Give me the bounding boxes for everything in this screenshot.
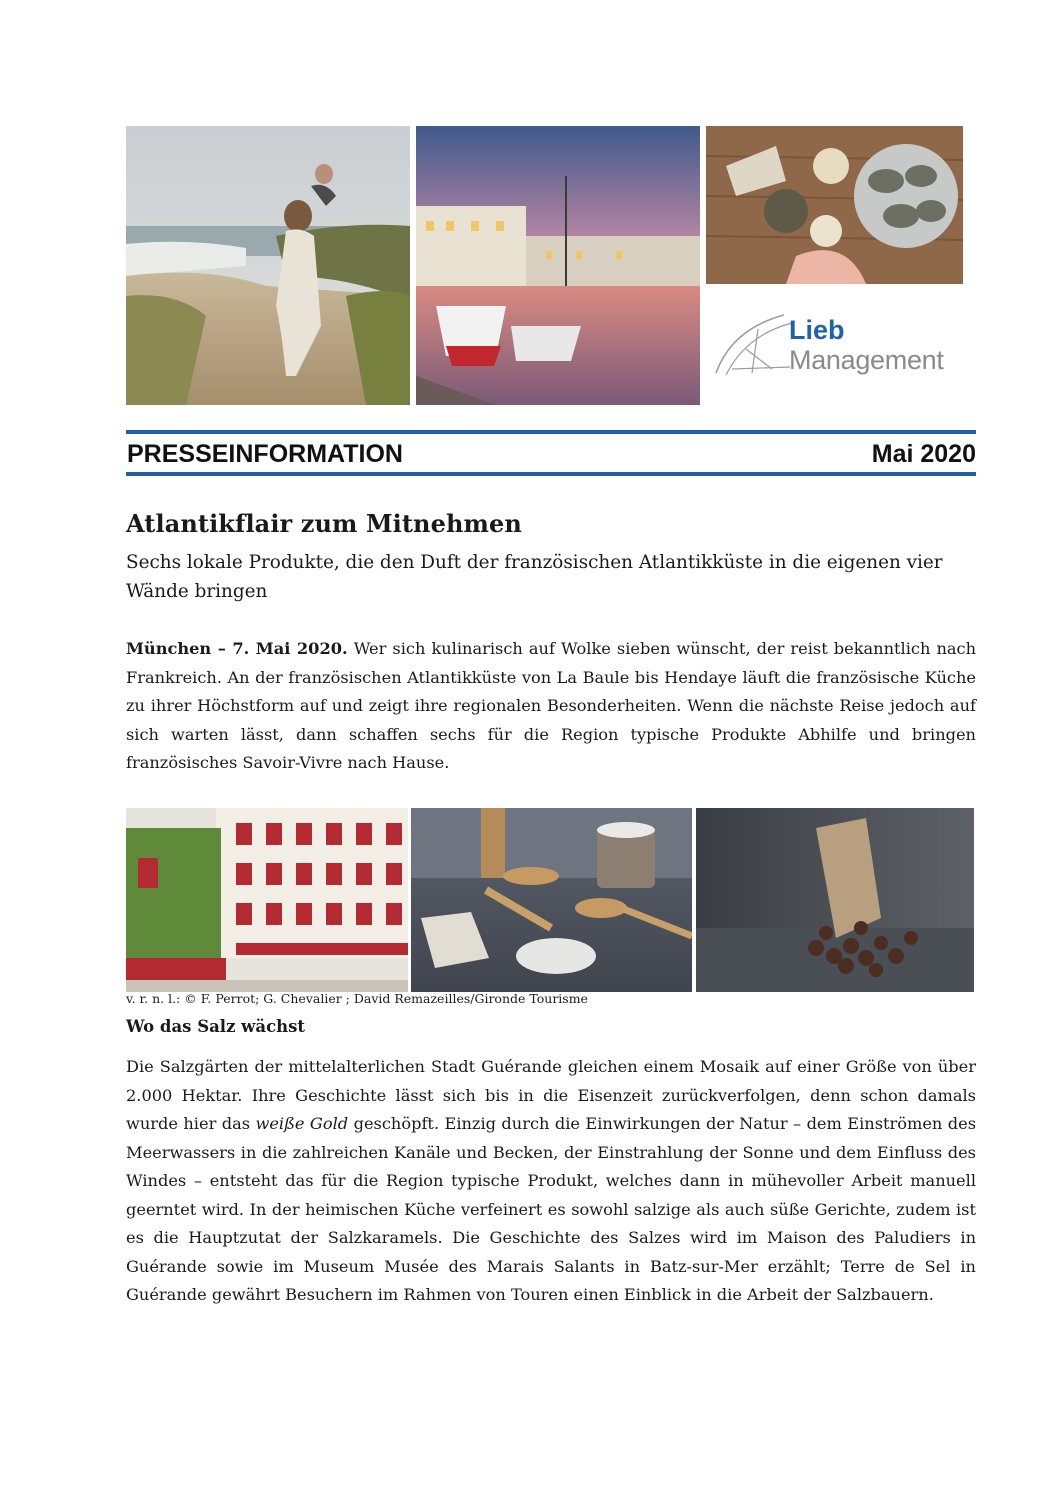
intro-paragraph — [126, 635, 976, 778]
oysters-photo — [706, 126, 963, 284]
intro-text: Wer sich kulinarisch auf Wolke sieben wünscht, der reist bekanntlich nach Frankreich. An der französischen Atlantikküste von La Baule bis Hendaye läuft die französische Küche zu ihrer Höchstform auf und zeigt ihre regionalen Besonderheiten. Wenn die nächste Reise jedoch auf sich warten lässt, dann schaffen sechs für die Region typische Produkte Abhilfe und bringen französisches Savoir-Vivre nach Hause. — [126, 639, 977, 772]
header-bottom-rule — [126, 472, 976, 476]
salt-photo — [411, 808, 692, 992]
salt-text-italic: weiße Gold — [255, 1114, 349, 1133]
photo-credit: v. r. n. l.: © F. Perrot; G. Chevalier ; David Remazeilles/Gironde Tourisme — [126, 991, 588, 1006]
press-date: Mai 2020 — [871, 440, 976, 468]
section-salt-paragraph — [126, 1053, 976, 1310]
dateline: München – 7. Mai 2020. — [126, 639, 348, 658]
article-subheadline: Sechs lokale Produkte, die den Duft der französischen Atlantikküste in die eigenen vier Wände bringen — [126, 552, 943, 602]
chocolate-photo — [696, 808, 974, 992]
salt-text-part2: geschöpft. Einzig durch die Einwirkungen der Natur – dem Einströmen des Meerwassers in die zahlreichen Kanäle und Becken, der Einstrahlung der Sonne und dem Einfluss des Windes – entsteht das für die Region typische Produkt, welches dann in mühevoller Arbeit manuell geerntet wird. In der heimischen Küche verfeinert es sowohl salzige als auch süße Gerichte, zudem ist es die Hauptzutat der Salzkaramels. Die Geschichte des Salzes wird im Maison des Paludiers in Guérande sowie im Museum Musée des Marais Salants in Batz-sur-Mer erzählt; Terre de Sel in Guérande gewährt Besuchern im Rahmen von Touren einen Einblick in die Arbeit der Salzbauern. — [126, 1114, 977, 1304]
article-headline: Atlantikflair zum Mitnehmen — [126, 509, 522, 538]
hotel-photo — [126, 808, 408, 992]
section-title-salt: Wo das Salz wächst — [126, 1017, 306, 1036]
logo-text-management: Management — [789, 345, 944, 375]
logo-arc-icon — [712, 309, 794, 377]
logo-text-lieb: Lieb — [789, 315, 845, 345]
harbor-photo — [416, 126, 700, 405]
press-title: PRESSEINFORMATION — [127, 440, 403, 468]
company-logo — [706, 293, 963, 405]
header-top-rule — [126, 430, 976, 434]
beach-photo — [126, 126, 410, 405]
salt-text-part1: Die Salzgärten der mittelalterlichen Stadt Guérande gleichen einem Mosaik auf einer Größe von über 2.000 Hektar. Ihre Geschichte lässt sich bis in die Eisenzeit zurückverfolgen, denn schon damals wurde hier das — [126, 1057, 976, 1133]
